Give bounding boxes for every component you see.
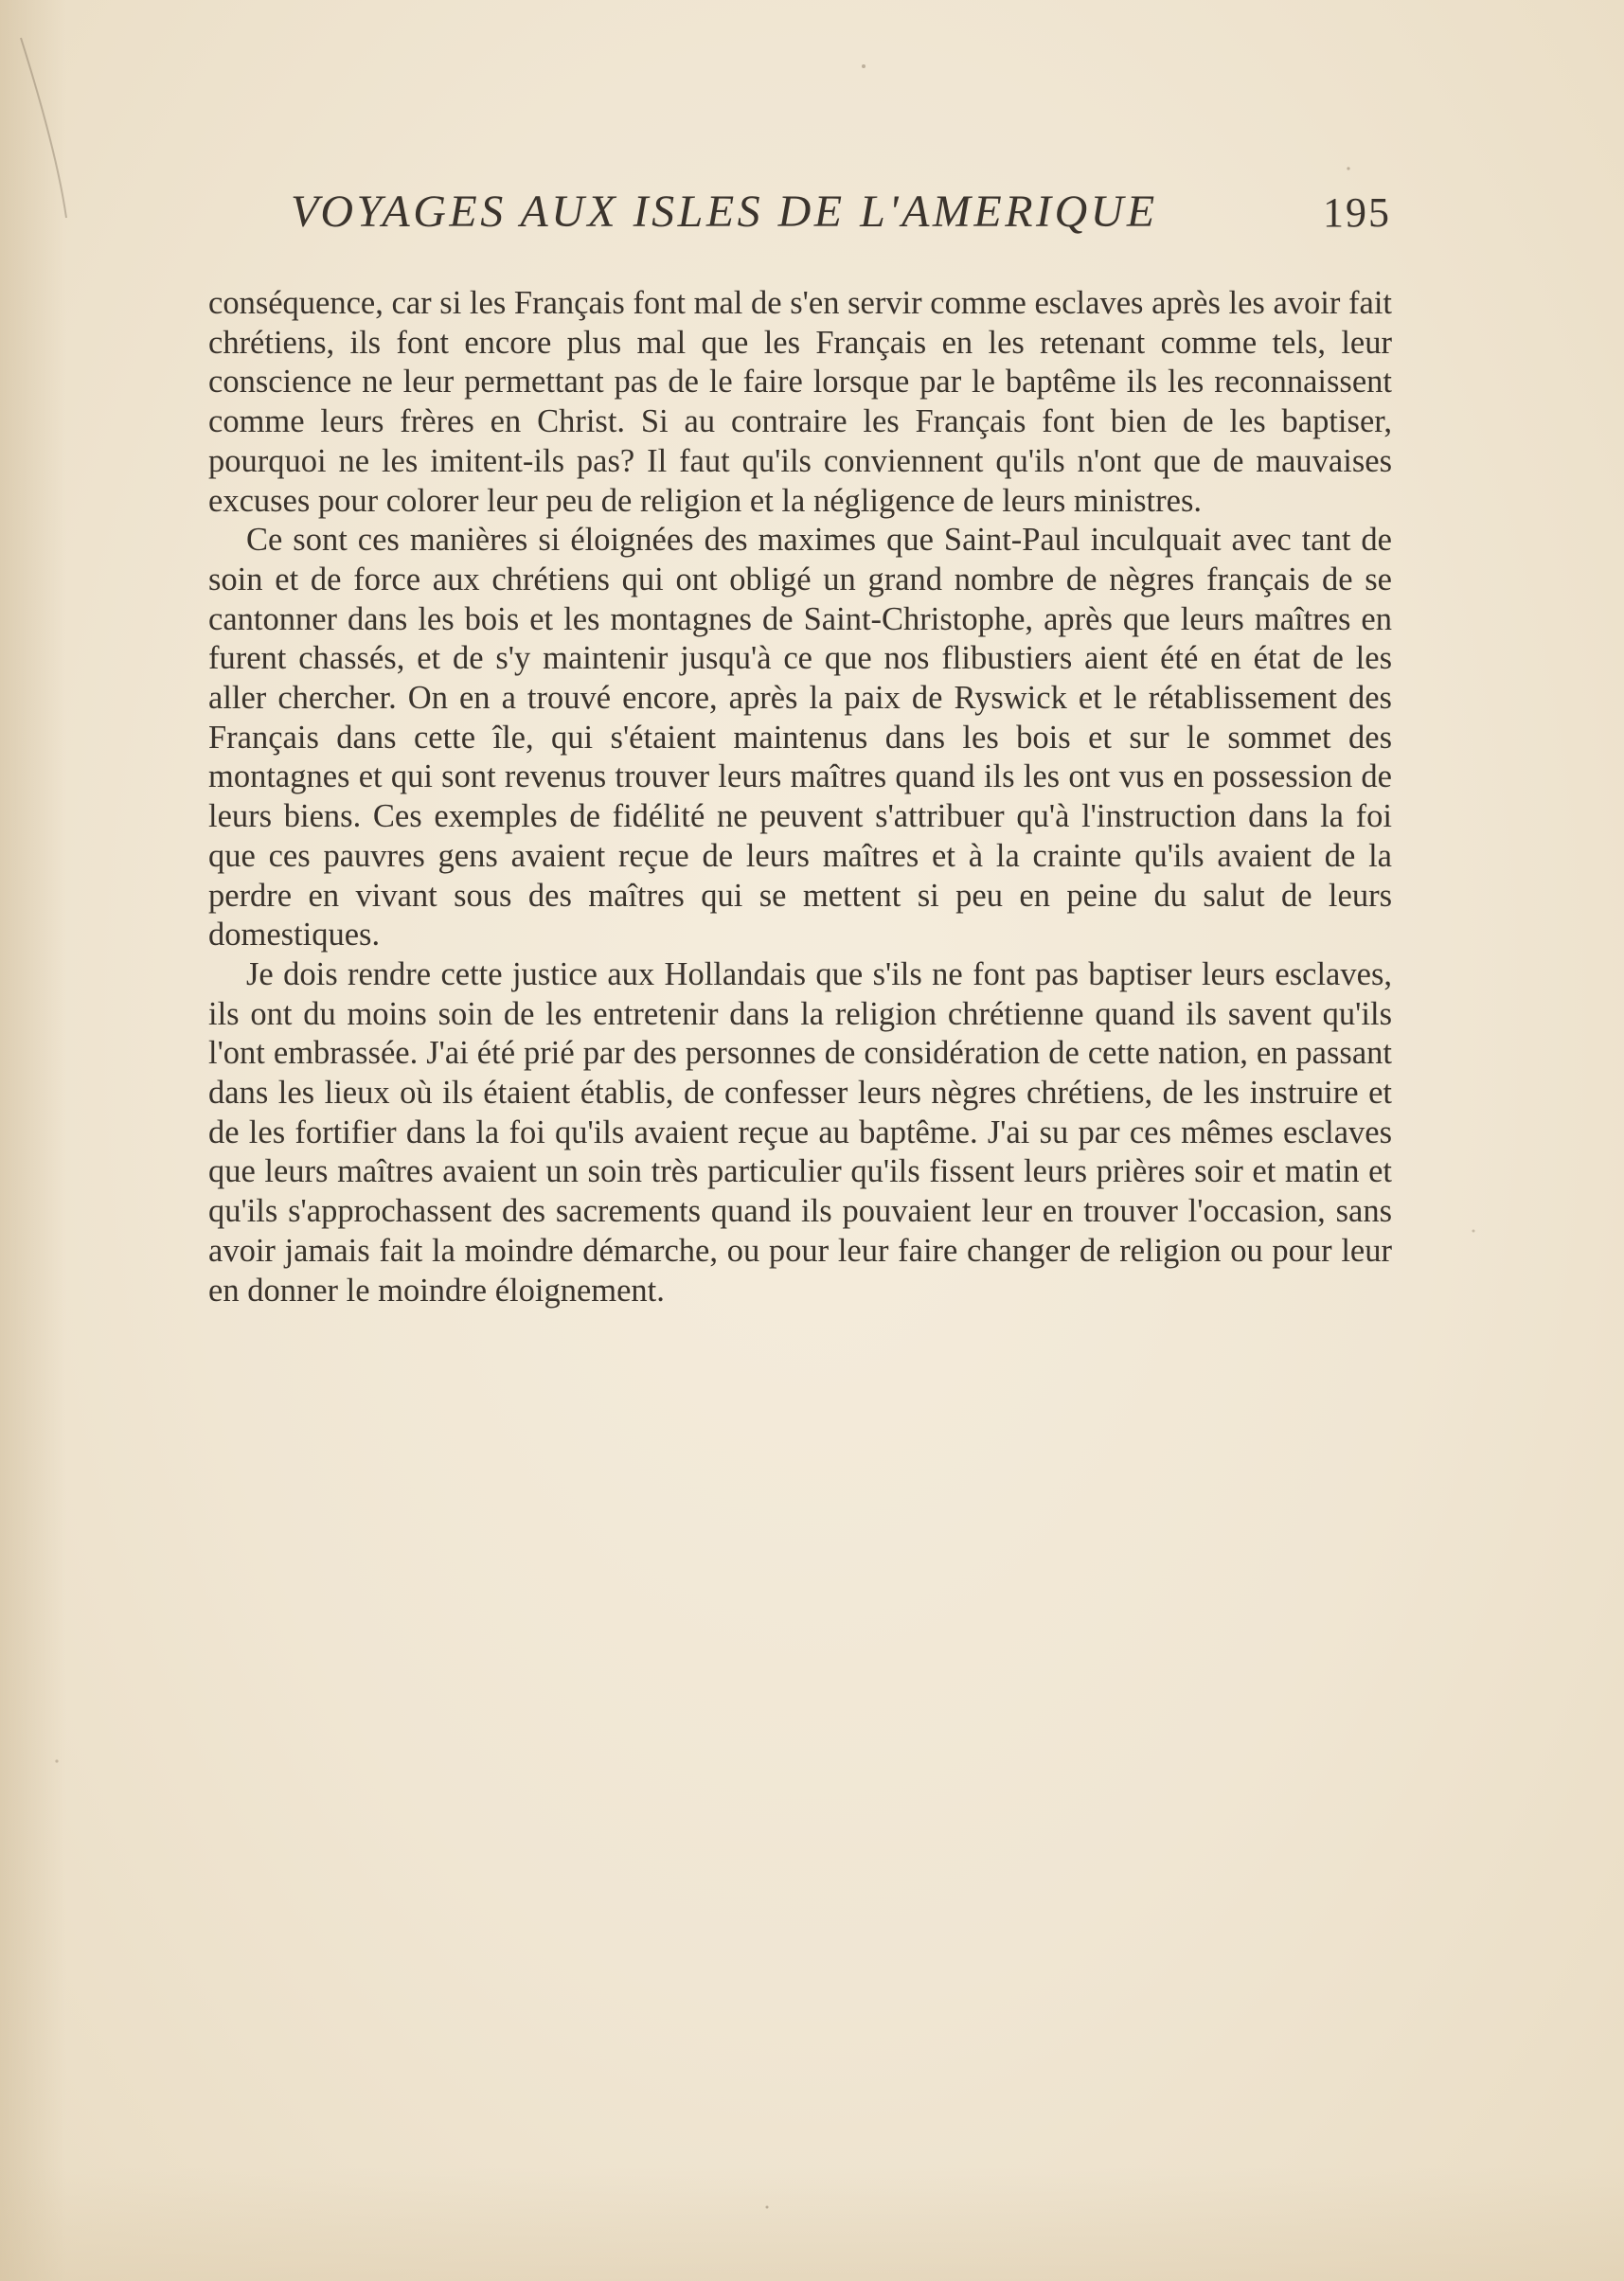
page-shadow-bottom — [0, 2167, 1624, 2281]
page-number: 195 — [1323, 189, 1391, 236]
paragraph-2: Ce sont ces manières si éloignées des maximes que Saint-Paul inculquait avec tant de soin et de force aux chrétiens qui ont obligé un grand nombre de nègres français de se cantonner dans les bois et les montagnes de Saint-Christophe, après que leurs maîtres en furent chassés, et de s'y maintenir jusqu'à ce que nos flibustiers aient été en état de les aller chercher. On en a trouvé encore, après la paix de Ryswick et le rétablissement des Français dans cette île, qui s'étaient maintenus dans les bois et sur le sommet des montagnes et qui sont revenus trouver leurs maîtres quand ils les ont vus en possession de leurs biens. Ces exemples de fidélité ne peuvent s'attribuer qu'à l'instruction dans la foi que ces pauvres gens avaient reçue de leurs maîtres et à la crainte qu'ils avaient de la perdre en vivant sous des maîtres qui se mettent si peu en peine du salut de leurs domestiques. — [208, 522, 1392, 953]
page-shadow-left — [0, 0, 66, 2281]
body-text — [208, 284, 1392, 1310]
paragraph-1: conséquence, car si les Français font mal de s'en servir comme esclaves après les avoir fait chrétiens, ils font encore plus mal que les Français en les retenant comme tels, leur conscience ne leur permettant pas de le faire lorsque par le baptême ils les reconnaissent comme leurs frères en Christ. Si au contraire les Français font bien de les baptiser, pourquoi ne les imitent-ils pas? Il faut qu'ils conviennent qu'ils n'ont que de mauvaises excuses pour colorer leur peu de religion et la négligence de leurs ministres. — [208, 285, 1392, 519]
running-title: VOYAGES AUX ISLES DE L'AMERIQUE — [291, 187, 1158, 237]
paragraph-3: Je dois rendre cette justice aux Hollandais que s'ils ne font pas baptiser leurs esclaves, ils ont du moins soin de les entretenir dans la religion chrétienne quand ils savent qu'ils l'ont embrassée. J'ai été prié par des personnes de considération de cette nation, en passant dans les lieux où ils étaient établis, de confesser leurs nègres chrétiens, de les instruire et de les fortifier dans la foi qu'ils avaient reçue au baptême. J'ai su par ces mêmes esclaves que leurs maîtres avaient un soin très particulier qu'ils fissent leurs prières soir et matin et qu'ils s'approchassent des sacrements quand ils pouvaient leur en trouver l'occasion, sans avoir jamais fait la moindre démarche, ou pour leur faire changer de religion ou pour leur en donner le moindre éloignement. — [208, 955, 1392, 1309]
running-head — [291, 186, 1391, 242]
